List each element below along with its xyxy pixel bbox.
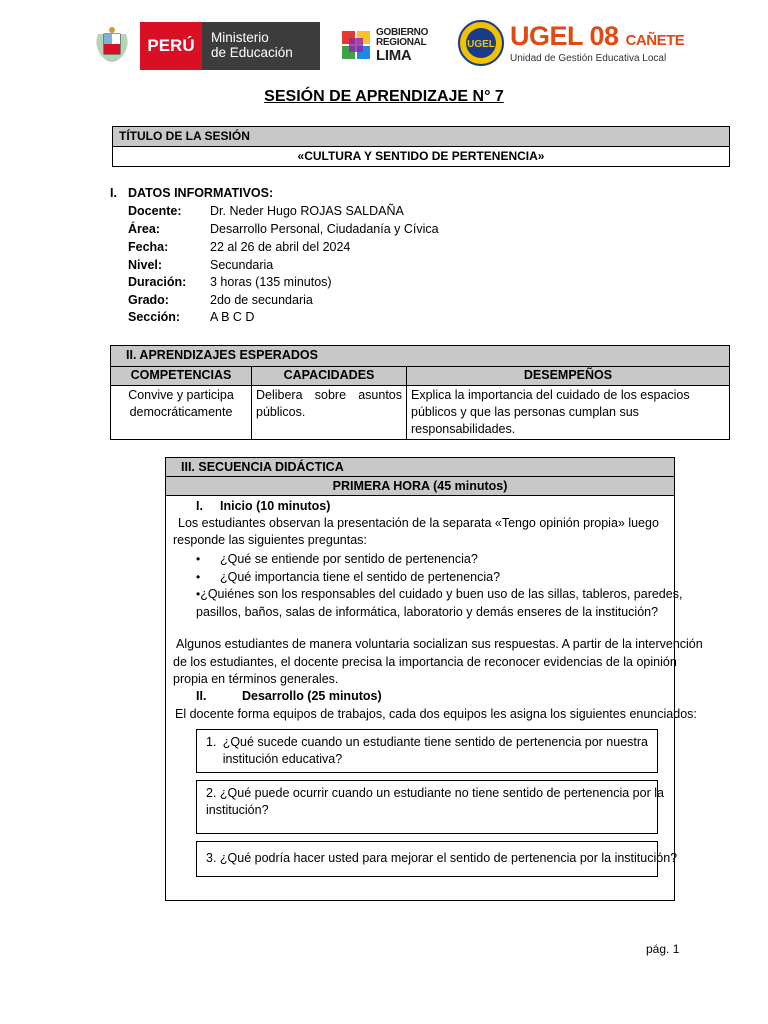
gore-line1: GOBIERNO bbox=[376, 26, 429, 38]
info-row-grado bbox=[128, 293, 313, 307]
ministerio-line2: de Educación bbox=[211, 45, 293, 60]
ministerio-label bbox=[202, 22, 320, 70]
ugel-title-main: UGEL 08 bbox=[510, 21, 619, 51]
primera-hora-heading: PRIMERA HORA (45 minutos) bbox=[166, 477, 674, 496]
page-number: pág. 1 bbox=[646, 942, 680, 956]
desarrollo-title: Desarrollo (25 minutos) bbox=[242, 689, 382, 703]
info-value: 2do de secundaria bbox=[210, 293, 313, 307]
list-item bbox=[196, 586, 683, 604]
secuencia-heading: III. SECUENCIA DIDÁCTICA bbox=[166, 458, 674, 477]
ugel-subtitle: Unidad de Gestión Educativa Local bbox=[510, 53, 667, 64]
question-box-3 bbox=[196, 841, 678, 877]
inicio-number: I. bbox=[196, 499, 203, 513]
question-1-line1: ¿Qué sucede cuando un estudiante tiene sentido de pertenencia por nuestra bbox=[222, 735, 648, 749]
question-2-line2: institución? bbox=[206, 803, 269, 817]
question-3-text: 3. ¿Qué podría hacer usted para mejorar el sentido de pertenencia por la institución? bbox=[206, 851, 678, 865]
inicio-questions-list bbox=[196, 551, 683, 621]
info-label: Nivel: bbox=[128, 258, 163, 272]
ugel-seal-icon bbox=[458, 20, 504, 66]
info-row-seccion bbox=[128, 310, 254, 324]
list-item bbox=[196, 551, 656, 569]
info-label: Sección: bbox=[128, 310, 181, 324]
socializan-text-1: Algunos estudiantes de manera voluntaria socializan sus respuestas. A partir de la intervención bbox=[176, 637, 703, 651]
list-item-continuation bbox=[196, 604, 659, 622]
secuencia-box bbox=[165, 457, 703, 901]
info-value: Dr. Neder Hugo ROJAS SALDAÑA bbox=[210, 204, 404, 218]
question-1-line2: institución educativa? bbox=[222, 752, 343, 766]
datos-number: I. bbox=[110, 186, 117, 200]
info-row-fecha bbox=[128, 240, 350, 254]
question-box-1 bbox=[196, 729, 658, 773]
info-row-docente bbox=[128, 204, 404, 218]
gobierno-regional-lima-logo bbox=[340, 24, 430, 66]
info-value: 3 horas (135 minutos) bbox=[210, 275, 332, 289]
bullet-text: ¿Qué importancia tiene el sentido de pertenencia? bbox=[220, 569, 501, 584]
bullet-marker: • bbox=[196, 569, 201, 584]
question-2-line1: 2. ¿Qué puede ocurrir cuando un estudiante no tiene sentido de pertenencia por la bbox=[206, 786, 664, 800]
cell-competencia: Convive y participa democráticamente bbox=[111, 386, 252, 440]
info-label: Duración: bbox=[128, 275, 187, 289]
peru-coat-of-arms-logo bbox=[92, 24, 132, 64]
ugel-canete: CAÑETE bbox=[625, 32, 685, 49]
cell-desempeno: Explica la importancia del cuidado de los espacios públicos y que las personas cumplan sus responsabilidades. bbox=[407, 386, 730, 440]
desarrollo-number: II. bbox=[196, 689, 207, 703]
ugel-08-logo bbox=[458, 18, 685, 70]
gore-line2: REGIONAL bbox=[376, 36, 427, 48]
list-item bbox=[196, 569, 656, 587]
bullet-marker: • bbox=[196, 552, 201, 566]
info-row-area bbox=[128, 222, 439, 236]
inicio-text-1: Los estudiantes observan la presentación de la separata «Tengo opinión propia» luego bbox=[178, 516, 659, 530]
desarrollo-text: El docente forma equipos de trabajos, cada dos equipos les asigna los siguientes enunciados: bbox=[175, 707, 697, 721]
info-row-duracion bbox=[128, 275, 332, 289]
bullet-marker: • bbox=[196, 587, 201, 601]
session-title-label: TÍTULO DE LA SESIÓN bbox=[113, 127, 729, 147]
aprendizajes-heading: II. APRENDIZAJES ESPERADOS bbox=[111, 346, 730, 367]
col-competencias: COMPETENCIAS bbox=[111, 367, 252, 386]
info-label: Área: bbox=[128, 222, 160, 236]
question-1-number: 1. bbox=[206, 735, 217, 749]
ugel-seal-text: UGEL bbox=[467, 39, 495, 50]
info-label: Fecha: bbox=[128, 240, 169, 254]
info-value: A B C D bbox=[210, 310, 255, 324]
bullet-text: ¿Quiénes son los responsables del cuidado y buen uso de las sillas, tableros, paredes, bbox=[200, 587, 683, 601]
gore-line3: LIMA bbox=[376, 46, 412, 64]
bullet-text: pasillos, baños, salas de informática, laboratorio y demás enseres de la institución? bbox=[196, 604, 659, 619]
datos-heading: DATOS INFORMATIVOS: bbox=[128, 186, 274, 200]
inicio-title: Inicio (10 minutos) bbox=[220, 499, 331, 513]
socializan-text-3: propia en términos generales. bbox=[173, 672, 339, 686]
ministerio-educacion-logo bbox=[140, 22, 320, 70]
gore-icon bbox=[340, 29, 372, 61]
info-value: Secundaria bbox=[210, 258, 274, 272]
ugel-title bbox=[510, 21, 684, 52]
info-label: Grado: bbox=[128, 293, 169, 307]
document-title: SESIÓN DE APRENDIZAJE N° 7 bbox=[264, 88, 504, 105]
aprendizajes-table bbox=[110, 345, 730, 440]
peru-label: PERÚ bbox=[140, 22, 202, 70]
session-title-value: «CULTURA Y SENTIDO DE PERTENENCIA» bbox=[297, 149, 545, 163]
info-label: Docente: bbox=[128, 204, 182, 218]
inicio-text-2: responde las siguientes preguntas: bbox=[173, 533, 367, 547]
ministerio-line1: Ministerio bbox=[211, 30, 269, 45]
cell-capacidad: Delibera sobre asuntos públicos. bbox=[252, 386, 407, 440]
info-value: Desarrollo Personal, Ciudadanía y Cívica bbox=[210, 222, 439, 236]
session-title-table bbox=[112, 126, 730, 167]
info-value: 22 al 26 de abril del 2024 bbox=[210, 240, 351, 254]
socializan-text-2: de los estudiantes, el docente precisa la importancia de reconocer evidencias de la opinión bbox=[173, 655, 677, 669]
question-box-2 bbox=[196, 780, 664, 834]
info-row-nivel bbox=[128, 258, 273, 272]
col-desempenos: DESEMPEÑOS bbox=[407, 367, 730, 386]
col-capacidades: CAPACIDADES bbox=[252, 367, 407, 386]
bullet-text: ¿Qué se entiende por sentido de pertenencia? bbox=[220, 552, 478, 566]
